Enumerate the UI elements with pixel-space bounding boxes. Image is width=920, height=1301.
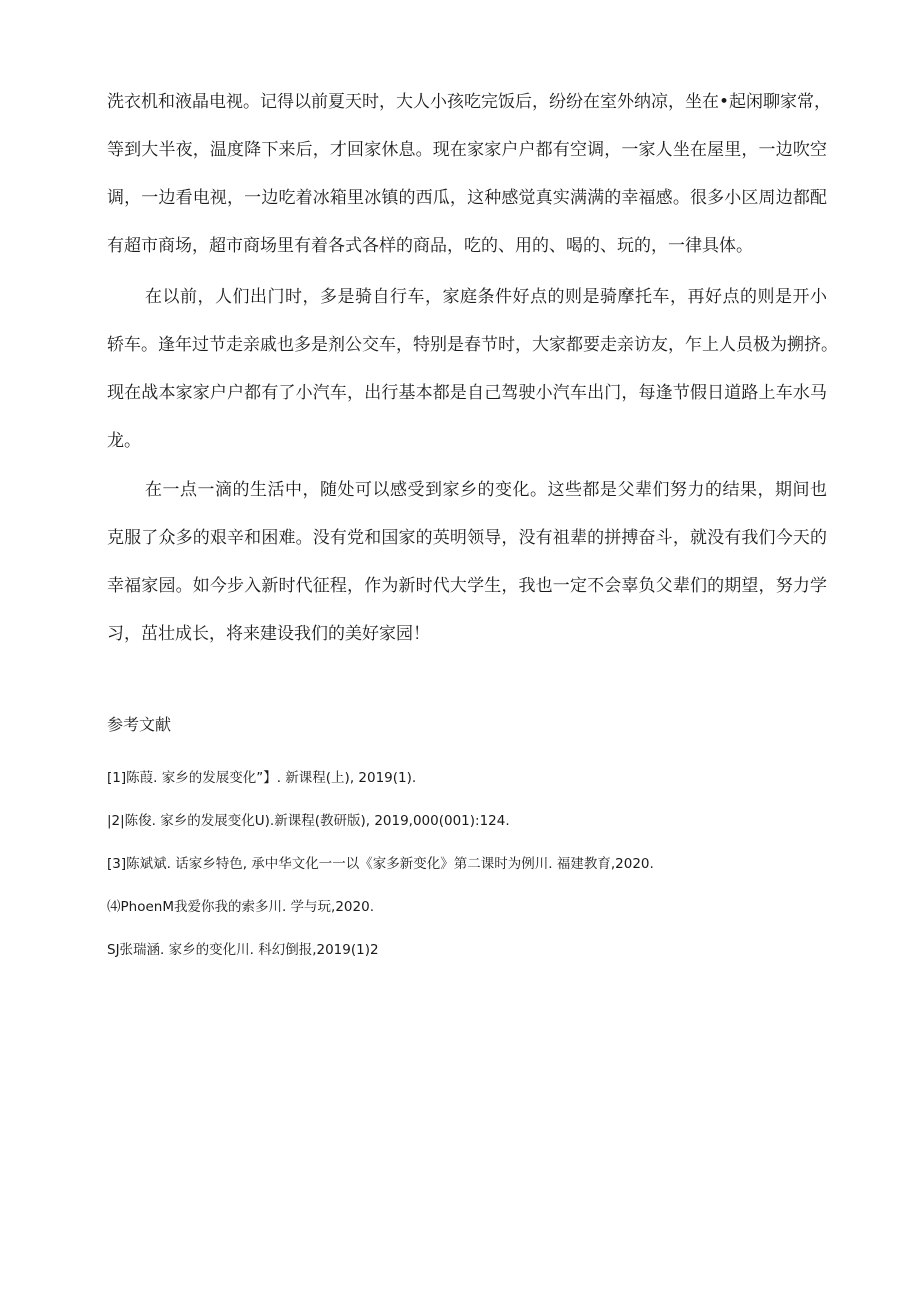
- reference-item: [3]陈斌斌. 话家乡特色, 承中华文化一一以《家多新变化》第二课时为例川. 福建教育,2020.: [107, 856, 654, 872]
- paragraph-line: 有超市商场，超市商场里有着各式各样的商品，吃的、用的、喝的、玩的，一律具体。: [107, 236, 753, 256]
- references-title: 参考文献: [107, 715, 172, 734]
- paragraph-line: 在一点一滴的生活中，随处可以感受到家乡的变化。这些都是父辈们努力的结果，期间也: [145, 480, 827, 500]
- paragraph-line: 等到大半夜，温度降下来后，才回家休息。现在家家户户都有空调，一家人坐在屋里，一边吹空: [107, 140, 827, 160]
- paragraph-line: 龙。: [107, 431, 141, 451]
- reference-item: ⑷PhoenM我爱你我的索多川. 学与玩,2020.: [107, 899, 374, 915]
- paragraph-line: 在以前，人们出门时，多是骑自行车，家庭条件好点的则是骑摩托车，再好点的则是开小: [145, 287, 827, 307]
- paragraph-line: 现在战本家家户户都有了小汽车，出行基本都是自己驾驶小汽车出门，每逢节假日道路上车水马: [107, 383, 827, 403]
- reference-item: |2|陈俊. 家乡的发展变化U).新课程(教研版), 2019,000(001):124.: [107, 813, 510, 829]
- paragraph-line: 习，茁壮成长，将来建设我们的美好家园！: [107, 624, 430, 644]
- paragraph-line: 洗衣机和液晶电视。记得以前夏天时，大人小孩吃完饭后，纷纷在室外纳凉，坐在•起闲聊家常，: [107, 92, 832, 112]
- reference-item: [1]陈葭. 家乡的发展变化”】. 新课程(上), 2019(1).: [107, 770, 417, 786]
- paragraph-line: 调，一边看电视，一边吃着冰箱里冰镇的西瓜，这种感觉真实满满的幸福感。很多小区周边都配: [107, 188, 827, 208]
- reference-item: SJ张瑞涵. 家乡的变化川. 科幻倒报,2019(1)2: [107, 942, 379, 958]
- paragraph-line: 轿车。逢年过节走亲戚也多是剂公交车，特别是春节时，大家都要走亲访友，乍上人员极为搠挤。: [107, 335, 838, 355]
- paragraph-line: 幸福家园。如今步入新时代征程，作为新时代大学生，我也一定不会辜负父辈们的期望，努力学: [107, 576, 827, 596]
- paragraph-line: 克服了众多的艰辛和困难。没有党和国家的英明领导，没有祖辈的拼搏奋斗，就没有我们今天的: [107, 528, 827, 548]
